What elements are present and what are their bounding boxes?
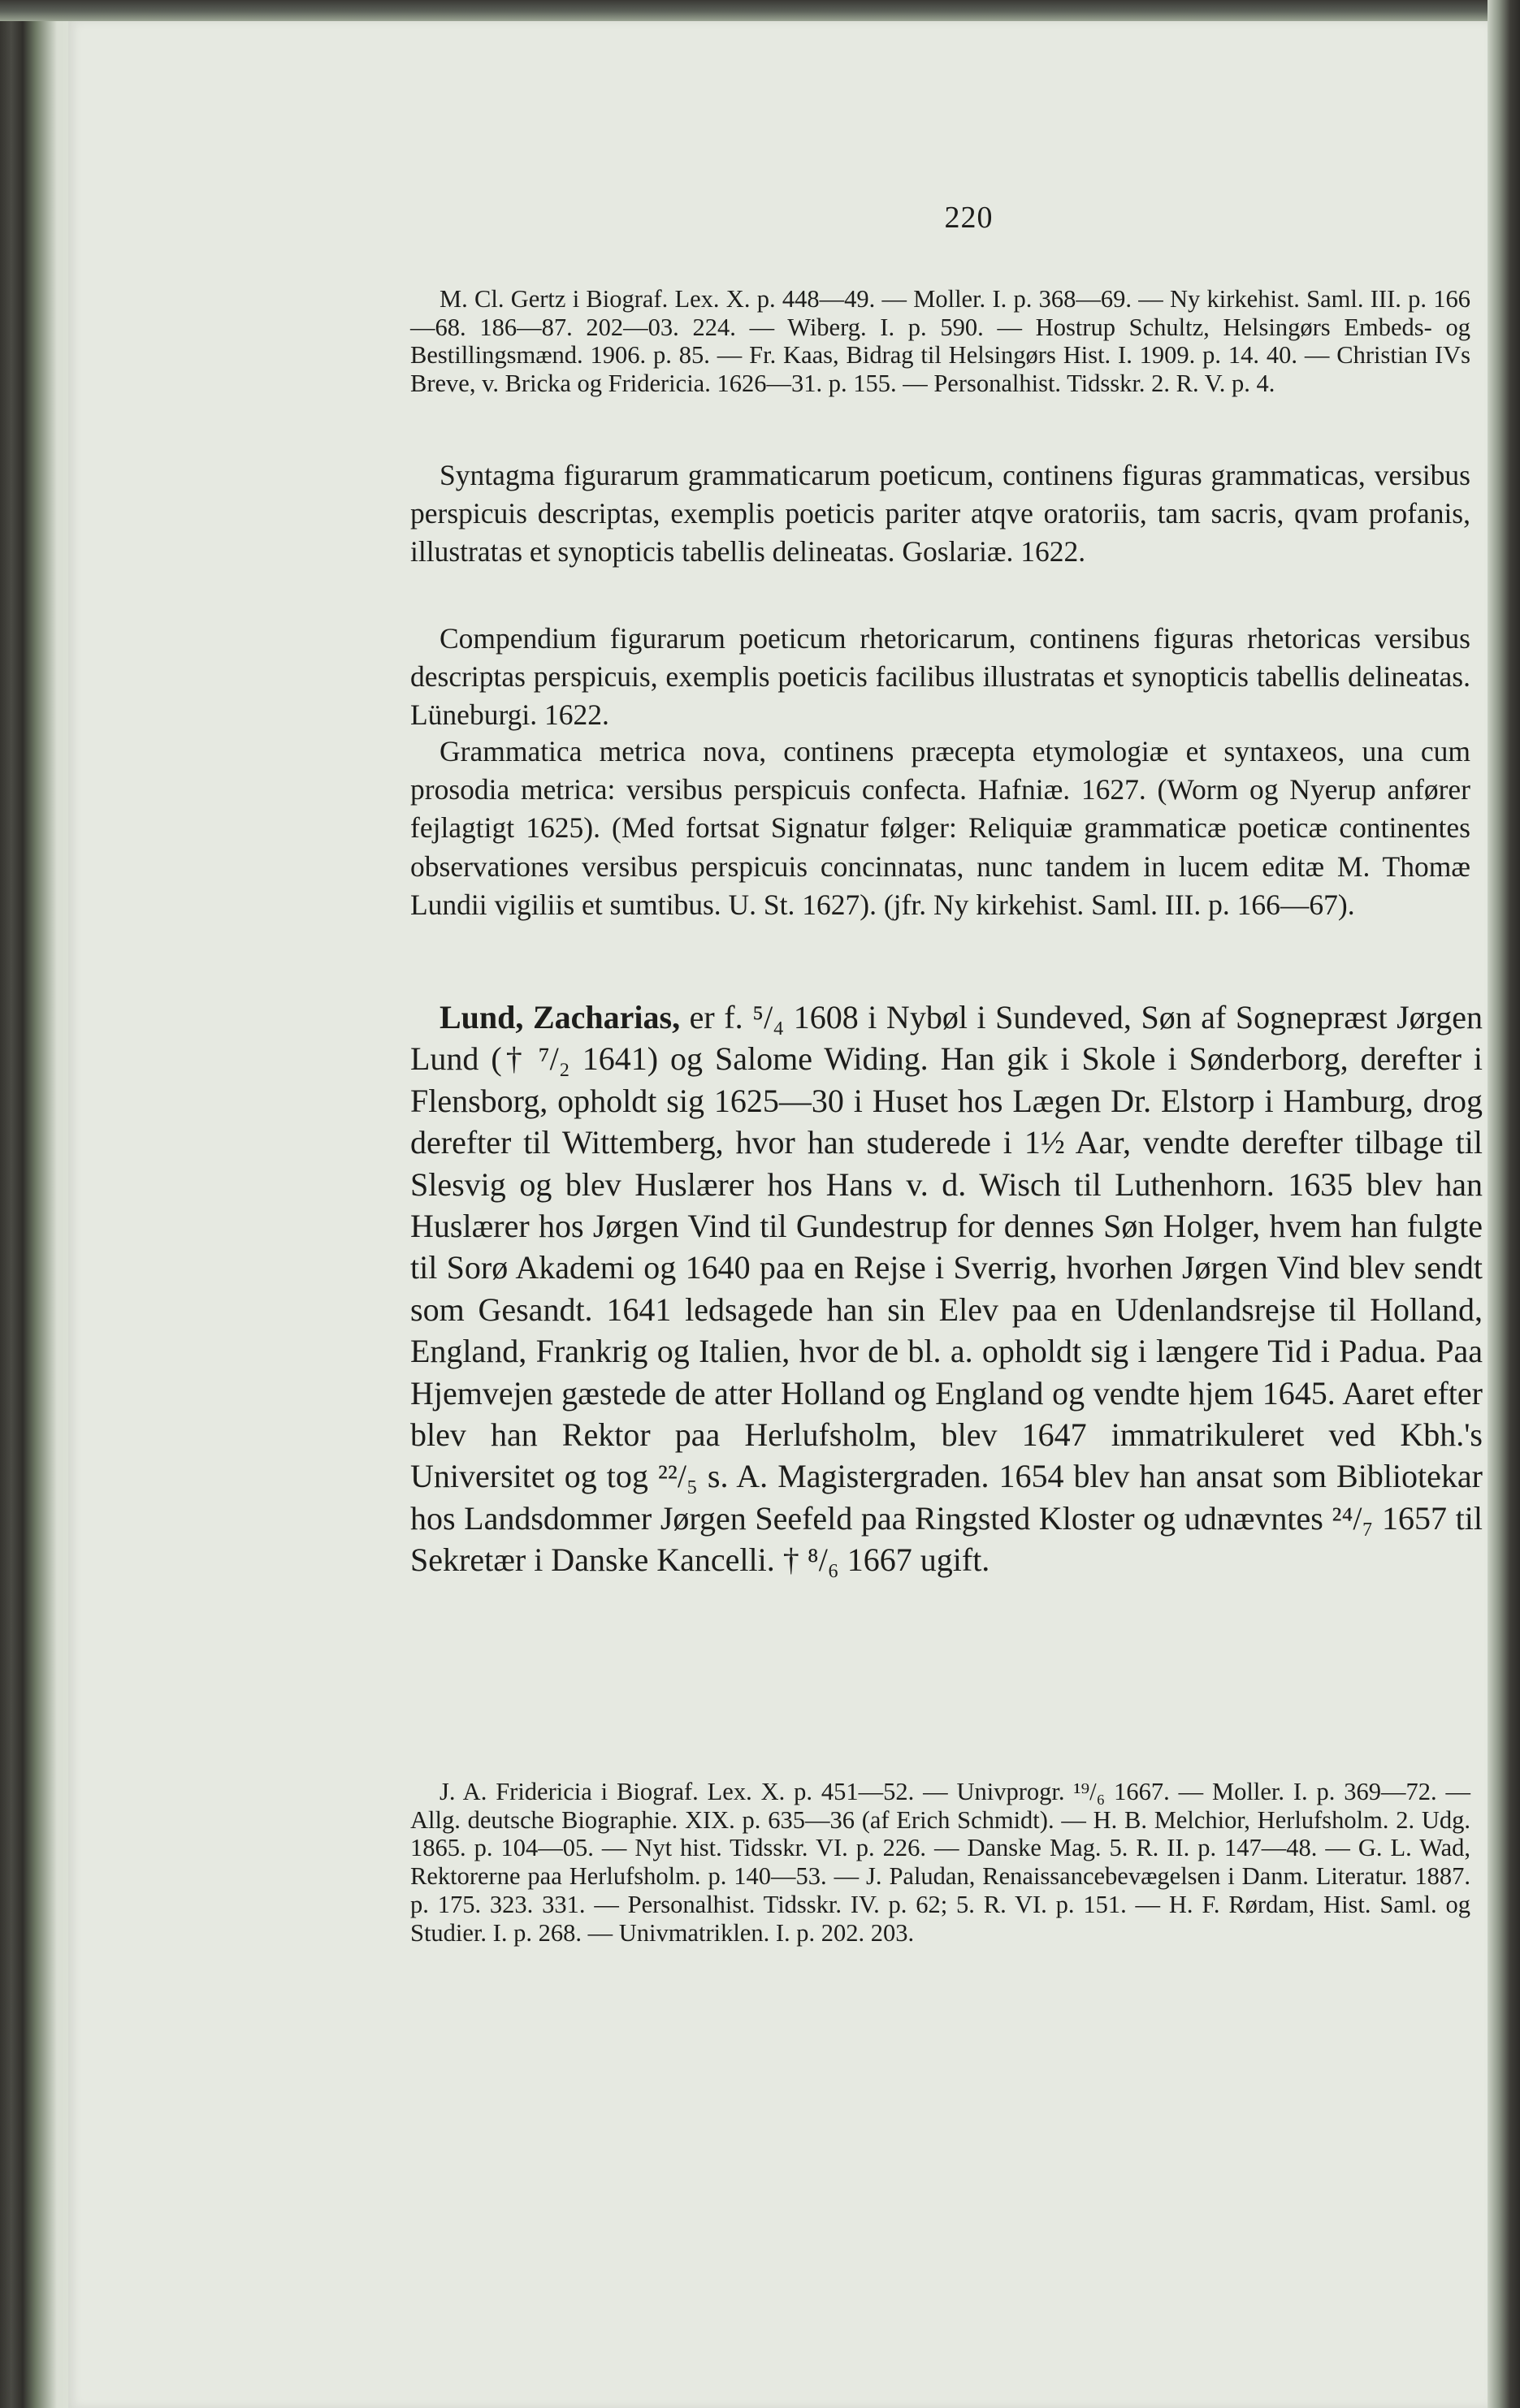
work-grammatica: Grammatica metrica nova, continens præcepta etymologiæ et syntaxeos, una cum prosodia metrica: versibus perspicuis confecta. Hafniæ. 1627. (Worm og Nyerup anfører fejlagtigt 1625). (Med fortsat Signatur følger: Reliquiæ grammaticæ poeticæ continentes observationes versibus perspicuis concinnatas, nunc tandem in lucem editæ M. Thomæ Lundii vigiliis et sumtibus. U. St. 1627). (jfr. Ny kirkehist. Saml. III. p. 166—67).: [410, 735, 1470, 921]
work-compendium: Compendium figurarum poeticum rhetoricarum, continens figuras rhetoricas versibus descriptas perspicuis, exemplis poeticis facilibus illustratas et synopticis tabellis delineatas. Lüneburgi. 1622.: [410, 622, 1470, 732]
page-number: 220: [944, 201, 994, 235]
work-syntagma: Syntagma figurarum grammaticarum poeticum, continens figuras grammaticas, versibus perspicuis descriptas, exemplis poeticis pariter atqve oratoriis, tam sacris, qvam profanis, illustratas et synopticis tabellis delineatas. Goslariæ. 1622.: [410, 459, 1470, 568]
scan-top-edge: [0, 0, 1520, 21]
references-top: M. Cl. Gertz i Biograf. Lex. X. p. 448—49. — Moller. I. p. 368—69. — Ny kirkehist. Saml. III. p. 166—68. 186—87. 202—03. 224. — Wiberg. I. p. 590. — Hostrup Schultz, Helsingørs Embeds- og Bestillingsmænd. 1906. p. 85. — Fr. Kaas, Bidrag til Helsingørs Hist. I. 1909. p. 14. 40. — Christian IVs Breve, v. Bricka og Fridericia. 1626—31. p. 155. — Personalhist. Tidsskr. 2. R. V. p. 4.: [410, 285, 1470, 398]
book-page: [68, 21, 1488, 2408]
scan-right-edge: [1488, 0, 1520, 2408]
entry-text: er f. ⁵/₄ 1608 i Nybøl i Sundeved, Søn af Sognepræst Jørgen Lund († ⁷/₂ 1641) og Salome Widing. Han gik i Skole i Sønderborg, derefter i Flensborg, opholdt sig 1625—30 i Huset hos Lægen Dr. Elstorp i Hamburg, drog derefter til Wittemberg, hvor han studerede i 1½ Aar, vendte derefter tilbage til Slesvig og blev Huslærer hos Hans v. d. Wisch til Luthenhorn. 1635 blev han Huslærer hos Jørgen Vind til Gundestrup for dennes Søn Holger, hvem han fulgte til Sorø Akademi og 1640 paa en Rejse i Sverrig, hvorhen Jørgen Vind blev sendt som Gesandt. 1641 ledsagede han sin Elev paa en Udenlandsrejse til Holland, England, Frankrig og Italien, hvor de bl. a. opholdt sig i længere Tid i Padua. Paa Hjemvejen gæstede de atter Holland og England og vendte hjem 1645. Aaret efter blev han Rektor paa Herlufsholm, blev 1647 immatrikuleret ved Kbh.'s Universitet og tog ²²/₅ s. A. Magistergraden. 1654 blev han ansat som Bibliotekar hos Landsdommer Jørgen Seefeld paa Ringsted Kloster og udnævntes ²⁴/₇ 1657 til Sekretær i Danske Kancelli. † ⁸/₆ 1667 ugift.: [410, 999, 1483, 1579]
entry-name: Lund, Zacharias,: [440, 999, 681, 1035]
references-bottom: J. A. Fridericia i Biograf. Lex. X. p. 451—52. — Univprogr. ¹⁹/₆ 1667. — Moller. I. p. 369—72. — Allg. deutsche Biographie. XIX. p. 635—36 (af Erich Schmidt). — H. B. Melchior, Herlufsholm. 2. Udg. 1865. p. 104—05. — Nyt hist. Tidsskr. VI. p. 226. — Danske Mag. 5. R. II. p. 147—48. — G. L. Wad, Rektorerne paa Herlufsholm. p. 140—53. — J. Paludan, Renaissancebevægelsen i Danm. Literatur. 1887. p. 175. 323. 331. — Personalhist. Tidsskr. IV. p. 62; 5. R. VI. p. 151. — H. F. Rørdam, Hist. Saml. og Studier. I. p. 268. — Univmatriklen. I. p. 202. 203.: [410, 1778, 1470, 1947]
entry-lund-zacharias: [410, 996, 1483, 1581]
